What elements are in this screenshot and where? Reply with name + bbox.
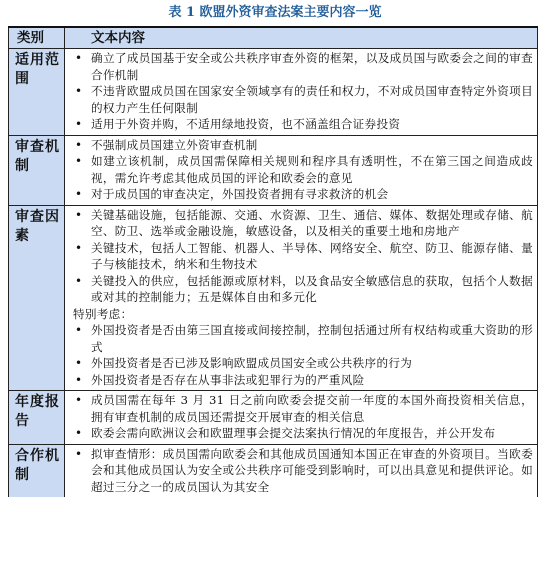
table-row-annual-report (9, 391, 538, 445)
table-row-cooperation (9, 444, 538, 497)
content-cell (65, 135, 538, 205)
bullet-list (71, 137, 533, 203)
content-cell (65, 205, 538, 391)
list-item: • 确立了成员国基于安全或公共秩序审查外资的框架，以及成员国与欧委会之间的审查合作机制 (71, 50, 533, 83)
list-item: • 适用于外资并购，不适用绿地投资，也不涵盖组合证券投资 (71, 116, 533, 133)
header-category: 类别 (9, 27, 65, 49)
table-header-row (9, 27, 538, 49)
category-cell: 年度报告 (9, 391, 65, 445)
table-row-mechanism (9, 135, 538, 205)
bullet-list (71, 446, 533, 496)
list-item: • 外国投资者是否存在从事非法或犯罪行为的严重风险 (71, 372, 533, 389)
content-cell (65, 391, 538, 445)
bullet-list (71, 392, 533, 442)
list-item: • 不违背欧盟成员国在国家安全领域享有的责任和权力，不对成员国审查特定外资项目的权力产生任何限制 (71, 83, 533, 116)
list-item: • 不强制成员国建立外资审查机制 (71, 137, 533, 154)
category-cell: 适用范围 (9, 49, 65, 136)
table-caption: 表 1 欧盟外资审查法案主要内容一览 (168, 5, 382, 20)
list-item: • 如建立该机制，成员国需保障相关规则和程序具有透明性，不在第三国之间造成歧视，需允许考虑其他成员国的评论和欧委会的意见 (71, 153, 533, 186)
list-item: • 关键基础设施，包括能源、交通、水资源、卫生、通信、媒体、数据处理或存储、航空、防卫、选举或金融设施，敏感设备，以及相关的重要土地和房地产 (71, 207, 533, 240)
bullet-list (71, 322, 533, 388)
content-cell (65, 49, 538, 136)
category-cell: 审查机制 (9, 135, 65, 205)
special-considerations-label: 特别考虑： (73, 306, 133, 321)
list-item: • 对于成员国的审查决定，外国投资者拥有寻求救济的机会 (71, 186, 533, 203)
table-row-factors (9, 205, 538, 391)
category-cell: 审查因素 (9, 205, 65, 391)
category-cell: 合作机制 (9, 444, 65, 497)
list-item: • 关键技术，包括人工智能、机器人、半导体、网络安全、航空、防卫、能源存储、量子与核能技术，纳米和生物技术 (71, 240, 533, 273)
bullet-list (71, 207, 533, 306)
bullet-list (71, 50, 533, 133)
table-row-scope (9, 49, 538, 136)
list-item: • 关键投入的供应，包括能源或原材料，以及食品安全敏感信息的获取，包括个人数据或对其的控制能力；五是媒体自由和多元化 (71, 273, 533, 306)
header-content: 文本内容 (65, 27, 538, 49)
list-item: • 欧委会需向欧洲议会和欧盟理事会提交法案执行情况的年度报告，并公开发布 (71, 425, 533, 442)
list-item: • 外国投资者是否已涉及影响欧盟成员国安全或公共秩序的行为 (71, 355, 533, 372)
list-item: • 外国投资者是否由第三国直接或间接控制，控制包括通过所有权结构或重大资助的形式 (71, 322, 533, 355)
content-cell (65, 444, 538, 497)
list-item: • 成员国需在每年 3 月 31 日之前向欧委会提交前一年度的本国外商投资相关信息，拥有审查机制的成员国还需提交开展审查的相关信息 (71, 392, 533, 425)
list-item: • 拟审查情形：成员国需向欧委会和其他成员国通知本国正在审查的外资项目。当欧委会和其他成员国认为安全或公共秩序可能受到影响时，可以出具意见和提供评论。如超过三分之一的成员国认为其安全 (71, 446, 533, 496)
content-table (8, 26, 538, 497)
